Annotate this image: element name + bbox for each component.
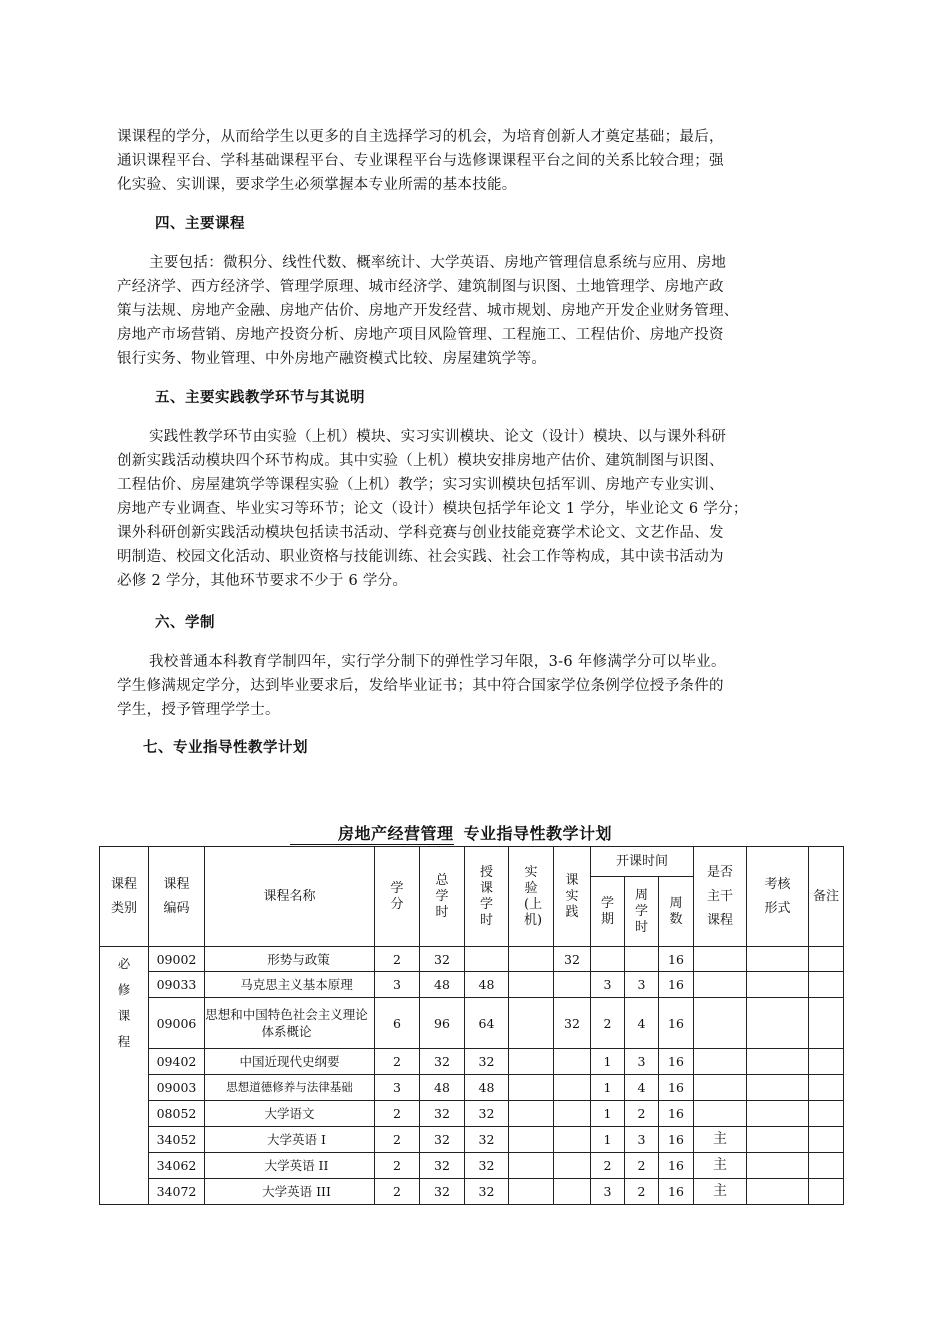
cell-weeks: 16 (659, 1127, 694, 1153)
cell-lecture-hours (465, 947, 509, 972)
cell-notes (809, 998, 844, 1049)
intro-paragraph (117, 125, 825, 197)
cell-code: 34062 (149, 1153, 205, 1179)
cell-main-course (694, 1101, 747, 1127)
cell-assessment (747, 1075, 809, 1101)
cell-weekly-hours: 3 (625, 1049, 659, 1075)
cell-course-name: 大学英语 I (205, 1127, 375, 1153)
cell-assessment (747, 1049, 809, 1075)
paragraph-line: 学生，授予管理学学士。 (117, 702, 280, 718)
cell-practice: 32 (554, 947, 591, 972)
paragraph-line: 课课程的学分，从而给学生以更多的自主选择学习的机会，为培育创新人才奠定基础；最后， (117, 129, 724, 145)
cell-notes (809, 1101, 844, 1127)
table-row (100, 1049, 844, 1075)
cell-lab-hours (509, 972, 554, 998)
paragraph-line: 主要包括：微积分、线性代数、概率统计、大学英语、房地产管理信息系统与应用、房地 (149, 255, 727, 271)
cell-lecture-hours: 32 (465, 1179, 509, 1205)
header-weekly-hours: 周学时 (625, 877, 659, 947)
cell-practice (554, 1049, 591, 1075)
paragraph-line: 银行实务、物业管理、中外房地产融资模式比较、房屋建筑学等。 (117, 351, 547, 367)
cell-credits: 2 (375, 1153, 420, 1179)
paragraph-line: 房地产专业调查、毕业实习等环节；论文（设计）模块包括学年论文 1 学分，毕业论文 6 学分； (117, 501, 748, 517)
paragraph-line: 创新实践活动模块四个环节构成。其中实验（上机）模块安排房地产估价、建筑制图与识图、 (117, 453, 724, 469)
cell-total-hours: 32 (420, 1101, 465, 1127)
cell-code: 09033 (149, 972, 205, 998)
cell-practice (554, 1075, 591, 1101)
cell-practice (554, 1179, 591, 1205)
cell-practice: 32 (554, 998, 591, 1049)
cell-credits: 2 (375, 1179, 420, 1205)
cell-assessment (747, 998, 809, 1049)
section-heading-schooling: 六、学制 (155, 614, 215, 631)
cell-lab-hours (509, 1075, 554, 1101)
cell-weeks: 16 (659, 1075, 694, 1101)
cell-credits: 2 (375, 1101, 420, 1127)
cell-course-name: 思想道德修养与法律基础 (205, 1075, 375, 1101)
header-code: 课程编码 (149, 847, 205, 947)
cell-total-hours: 48 (420, 972, 465, 998)
cell-course-name: 中国近现代史纲要 (205, 1049, 375, 1075)
schooling-paragraph (117, 650, 825, 722)
cell-semester: 2 (591, 1153, 625, 1179)
cell-notes (809, 1075, 844, 1101)
cell-course-name: 思想和中国特色社会主义理论体系概论 (205, 998, 375, 1049)
cell-course-name: 大学英语 II (205, 1153, 375, 1179)
cell-weekly-hours: 4 (625, 1075, 659, 1101)
cell-lab-hours (509, 1127, 554, 1153)
header-practice: 课实践 (554, 847, 591, 947)
table-row (100, 1075, 844, 1101)
cell-total-hours: 96 (420, 998, 465, 1049)
cell-course-name: 大学英语 III (205, 1179, 375, 1205)
cell-code: 09006 (149, 998, 205, 1049)
teaching-plan-table (99, 846, 844, 1205)
cell-main-course: 主 (694, 1153, 747, 1179)
cell-notes (809, 1153, 844, 1179)
cell-total-hours: 32 (420, 1153, 465, 1179)
cell-code: 09003 (149, 1075, 205, 1101)
cell-credits: 6 (375, 998, 420, 1049)
cell-weeks: 16 (659, 1153, 694, 1179)
paragraph-line: 学生修满规定学分，达到毕业要求后，发给毕业证书；其中符合国家学位条例学位授予条件的 (117, 678, 724, 694)
header-lecture-hours: 授课学时 (465, 847, 509, 947)
header-name: 课程名称 (205, 847, 375, 947)
cell-main-course (694, 972, 747, 998)
cell-main-course: 主 (694, 1127, 747, 1153)
table-row (100, 1153, 844, 1179)
cell-code: 09002 (149, 947, 205, 972)
header-category: 课程类别 (100, 847, 149, 947)
cell-weeks: 16 (659, 1179, 694, 1205)
cell-credits: 3 (375, 1075, 420, 1101)
paragraph-line: 工程估价、房屋建筑学等课程实验（上机）教学；实习实训模块包括军训、房地产专业实训、 (117, 477, 724, 493)
cell-main-course (694, 1049, 747, 1075)
cell-credits: 2 (375, 1127, 420, 1153)
cell-lab-hours (509, 1179, 554, 1205)
cell-lecture-hours: 32 (465, 1153, 509, 1179)
cell-weeks: 16 (659, 1049, 694, 1075)
table-row (100, 1101, 844, 1127)
paragraph-line: 产经济学、西方经济学、管理学原理、城市经济学、建筑制图与识图、土地管理学、房地产政 (117, 279, 724, 295)
header-lab-hours: 实验(上机) (509, 847, 554, 947)
header-credits: 学分 (375, 847, 420, 947)
table-row (100, 1127, 844, 1153)
table-header-row (100, 847, 844, 877)
cell-course-name: 形势与政策 (205, 947, 375, 972)
paragraph-line: 化实验、实训课，要求学生必须掌握本专业所需的基本技能。 (117, 177, 517, 193)
cell-semester: 1 (591, 1127, 625, 1153)
cell-weekly-hours (625, 947, 659, 972)
cell-practice (554, 1127, 591, 1153)
cell-main-course (694, 947, 747, 972)
cell-main-course: 主 (694, 1179, 747, 1205)
paragraph-line: 课外科研创新实践活动模块包括读书活动、学科竞赛与创业技能竞赛学术论文、文艺作品、发 (117, 525, 724, 541)
paragraph-line: 我校普通本科教育学制四年，实行学分制下的弹性学习年限，3-6 年修满学分可以毕业。 (149, 654, 726, 670)
main-courses-paragraph (117, 251, 825, 371)
cell-weekly-hours: 2 (625, 1179, 659, 1205)
cell-total-hours: 32 (420, 1179, 465, 1205)
header-semester: 学期 (591, 877, 625, 947)
cell-lab-hours (509, 1049, 554, 1075)
cell-course-name: 马克思主义基本原理 (205, 972, 375, 998)
cell-weekly-hours: 2 (625, 1101, 659, 1127)
cell-weekly-hours: 3 (625, 1127, 659, 1153)
paragraph-line: 通识课程平台、学科基础课程平台、专业课程平台与选修课课程平台之间的关系比较合理；强 (117, 153, 724, 169)
cell-practice (554, 972, 591, 998)
table-title-major: 房地产经营管理 (290, 821, 454, 845)
header-weeks: 周数 (659, 877, 694, 947)
cell-main-course (694, 1075, 747, 1101)
section-heading-teaching-plan: 七、专业指导性教学计划 (143, 739, 308, 756)
cell-semester: 1 (591, 1049, 625, 1075)
cell-total-hours: 32 (420, 947, 465, 972)
paragraph-line: 策与法规、房地产金融、房地产估价、房地产开发经营、城市规划、房地产开发企业财务管理、 (117, 303, 739, 319)
section-heading-main-courses: 四、主要课程 (155, 215, 245, 232)
cell-semester: 3 (591, 1179, 625, 1205)
header-main-course: 是否主干课程 (694, 847, 747, 947)
table-row (100, 998, 844, 1049)
cell-practice (554, 1101, 591, 1127)
cell-semester: 2 (591, 998, 625, 1049)
header-total-hours: 总学时 (420, 847, 465, 947)
cell-notes (809, 1179, 844, 1205)
cell-weeks: 16 (659, 972, 694, 998)
cell-code: 08052 (149, 1101, 205, 1127)
cell-practice (554, 1153, 591, 1179)
cell-assessment (747, 972, 809, 998)
cell-semester: 3 (591, 972, 625, 998)
table-title-suffix: 专业指导性教学计划 (463, 824, 613, 843)
header-notes: 备注 (809, 847, 844, 947)
cell-semester: 1 (591, 1075, 625, 1101)
table-row (100, 972, 844, 998)
cell-course-name: 大学语文 (205, 1101, 375, 1127)
cell-assessment (747, 947, 809, 972)
cell-weeks: 16 (659, 947, 694, 972)
header-schedule: 开课时间 (591, 847, 694, 877)
table-row (100, 1179, 844, 1205)
cell-weeks: 16 (659, 1101, 694, 1127)
cell-credits: 2 (375, 1049, 420, 1075)
cell-total-hours: 32 (420, 1049, 465, 1075)
cell-notes (809, 947, 844, 972)
practice-paragraph (117, 425, 825, 593)
section-heading-practice: 五、主要实践教学环节与其说明 (155, 389, 365, 406)
cell-main-course (694, 998, 747, 1049)
cell-assessment (747, 1179, 809, 1205)
paragraph-line: 实践性教学环节由实验（上机）模块、实习实训模块、论文（设计）模块、以与课外科研 (149, 429, 727, 445)
cell-code: 34072 (149, 1179, 205, 1205)
cell-lecture-hours: 64 (465, 998, 509, 1049)
cell-weekly-hours: 3 (625, 972, 659, 998)
cell-lecture-hours: 32 (465, 1127, 509, 1153)
cell-semester (591, 947, 625, 972)
cell-code: 09402 (149, 1049, 205, 1075)
cell-total-hours: 32 (420, 1127, 465, 1153)
cell-assessment (747, 1101, 809, 1127)
cell-lab-hours (509, 998, 554, 1049)
cell-weekly-hours: 2 (625, 1153, 659, 1179)
cell-credits: 2 (375, 947, 420, 972)
cell-lecture-hours: 32 (465, 1101, 509, 1127)
cell-code: 34052 (149, 1127, 205, 1153)
cell-semester: 1 (591, 1101, 625, 1127)
table-row (100, 947, 844, 972)
paragraph-line: 房地产市场营销、房地产投资分析、房地产项目风险管理、工程施工、工程估价、房地产投资 (117, 327, 724, 343)
cell-notes (809, 1127, 844, 1153)
cell-lab-hours (509, 1101, 554, 1127)
cell-total-hours: 48 (420, 1075, 465, 1101)
cell-lab-hours (509, 947, 554, 972)
paragraph-line: 明制造、校园文化活动、职业资格与技能训练、社会实践、社会工作等构成，其中读书活动为 (117, 549, 724, 565)
cell-lecture-hours: 32 (465, 1049, 509, 1075)
category-cell: 必修课程 (100, 947, 149, 1205)
cell-lecture-hours: 48 (465, 1075, 509, 1101)
cell-weeks: 16 (659, 998, 694, 1049)
header-assessment: 考核形式 (747, 847, 809, 947)
cell-notes (809, 1049, 844, 1075)
cell-notes (809, 972, 844, 998)
cell-lab-hours (509, 1153, 554, 1179)
paragraph-line: 必修 2 学分，其他环节要求不少于 6 学分。 (117, 573, 408, 589)
cell-credits: 3 (375, 972, 420, 998)
cell-assessment (747, 1153, 809, 1179)
cell-assessment (747, 1127, 809, 1153)
table-title (290, 821, 612, 845)
cell-weekly-hours: 4 (625, 998, 659, 1049)
cell-lecture-hours: 48 (465, 972, 509, 998)
